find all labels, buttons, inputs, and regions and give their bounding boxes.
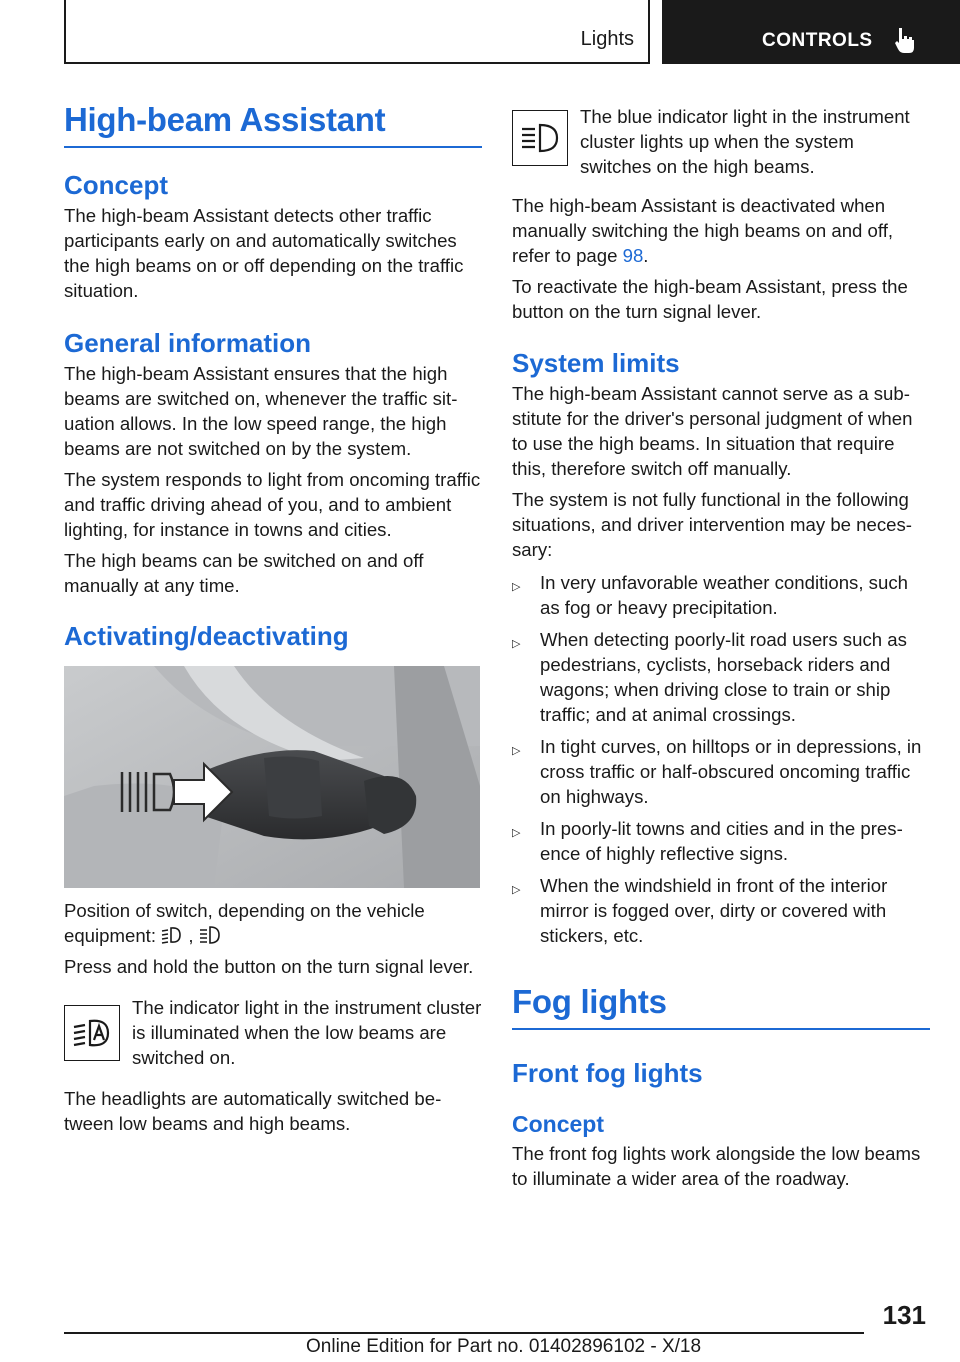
deactivated-period: . (643, 245, 649, 266)
caption-separator: , (188, 925, 194, 947)
heading-fog-concept: Concept (512, 1110, 604, 1137)
triangle-bullet-icon: ▷ (512, 884, 521, 897)
triangle-bullet-icon: ▷ (512, 745, 521, 758)
deactivated-paragraph (512, 193, 930, 268)
fog-concept-paragraph: The front fog lights work alongside the low beams to illuminate a wider area of the roadway. (512, 1142, 921, 1189)
heading-system-limits: System limits (512, 348, 680, 378)
heading-front-fog-lights: Front fog lights (512, 1057, 703, 1088)
left-column (64, 100, 482, 1136)
triangle-bullet-icon: ▷ (512, 581, 521, 594)
switch-position-caption (64, 898, 482, 948)
list-item: ▷ When detecting poorly-lit road users such as pedestrians, cyclists, horseback riders and wagons; when driving close to train or ship traffic; and at animal crossings. (512, 629, 907, 726)
heading-general-information: General information (64, 327, 312, 358)
deactivated-text: The high-beam Assistant is deactivated when manually switching the high beams on and off, refer to page (512, 195, 894, 266)
indicator-low-beam-text: The indicator light in the instrument cluster is illuminated when the low beams are switched on. (132, 997, 482, 1069)
high-beam-indicator-icon (512, 110, 568, 166)
general-paragraph-2: The system responds to light from oncoming traffic and traffic driving ahead of you, and to ambient lighting, for instance in towns and cities. (64, 468, 481, 540)
press-hold-paragraph: Press and hold the button on the turn signal lever. (64, 956, 474, 978)
header-section-title: Lights (580, 28, 634, 50)
list-item: ▷ When the windshield in front of the interior mirror is fogged over, dirty or covered with stickers, etc. (512, 875, 888, 947)
limits-list (512, 570, 930, 948)
auto-switch-paragraph: The headlights are automatically switched between low beams and high beams. (64, 1088, 442, 1135)
list-item: ▷ In poorly-lit towns and cities and in the presence of highly reflective signs. (512, 818, 903, 865)
header-section-box (64, 0, 650, 64)
page-number: 131 (882, 1300, 926, 1330)
high-beam-small-icon (199, 924, 221, 946)
limits-paragraph-1: The high-beam Assistant cannot serve as a substitute for the driver's personal judgment of when to use the high beams. In situation that require this, therefore switch off manually. (512, 383, 913, 480)
section-title-fog-lights: Fog lights (512, 982, 930, 1030)
general-paragraph-3: The high beams can be switched on and off manually at any time. (64, 549, 424, 596)
list-item: ▷ In very unfavorable weather conditions, such as fog or heavy precipitation. (512, 572, 908, 619)
low-beam-indicator-note (64, 995, 482, 1070)
header-chapter-label: CONTROLS (762, 30, 873, 51)
caption-text: Position of switch, depending on the vehicle equipment: (64, 900, 425, 947)
footer-divider (64, 1332, 864, 1334)
triangle-bullet-icon: ▷ (512, 638, 521, 651)
header-chapter-tab[interactable] (662, 0, 960, 64)
general-paragraph-1: The high-beam Assistant ensures that the high beams are switched on, whenever the traffic situation allows. In the low speed range, the high beams are not switched on by the system. (64, 362, 458, 459)
section-title-high-beam: High-beam Assistant (64, 100, 482, 148)
right-column (512, 104, 930, 1191)
triangle-bullet-icon: ▷ (512, 827, 521, 840)
pointing-hand-icon (894, 26, 916, 54)
heading-activating-deactivating: Activating/deactivating (64, 620, 349, 651)
low-beam-auto-indicator-icon (64, 1005, 120, 1061)
concept-paragraph: The high-beam Assistant detects other traffic participants early on and automatically switches the high beams on or off depending on the traffic situation. (64, 204, 464, 301)
list-item: ▷ In tight curves, on hilltops or in depressions, in cross traffic or half-obscured oncoming traffic on highways. (512, 736, 922, 808)
heading-concept: Concept (64, 169, 168, 200)
blue-indicator-text: The blue indicator light in the instrument cluster lights up when the system switches on the high beams. (580, 106, 910, 177)
turn-signal-lever-photo (64, 666, 480, 888)
low-beam-auto-small-icon (161, 924, 183, 946)
high-beam-indicator-note (512, 104, 930, 179)
reactivate-paragraph: To reactivate the high-beam Assistant, press the button on the turn signal lever. (512, 276, 908, 322)
page-reference-link[interactable]: 98 (622, 245, 644, 266)
footer-edition: Online Edition for Part no. 01402896102 - X/18 (306, 1336, 702, 1357)
limits-paragraph-2: The system is not fully functional in the following situations, and driver intervention may be necessary: (512, 489, 912, 561)
